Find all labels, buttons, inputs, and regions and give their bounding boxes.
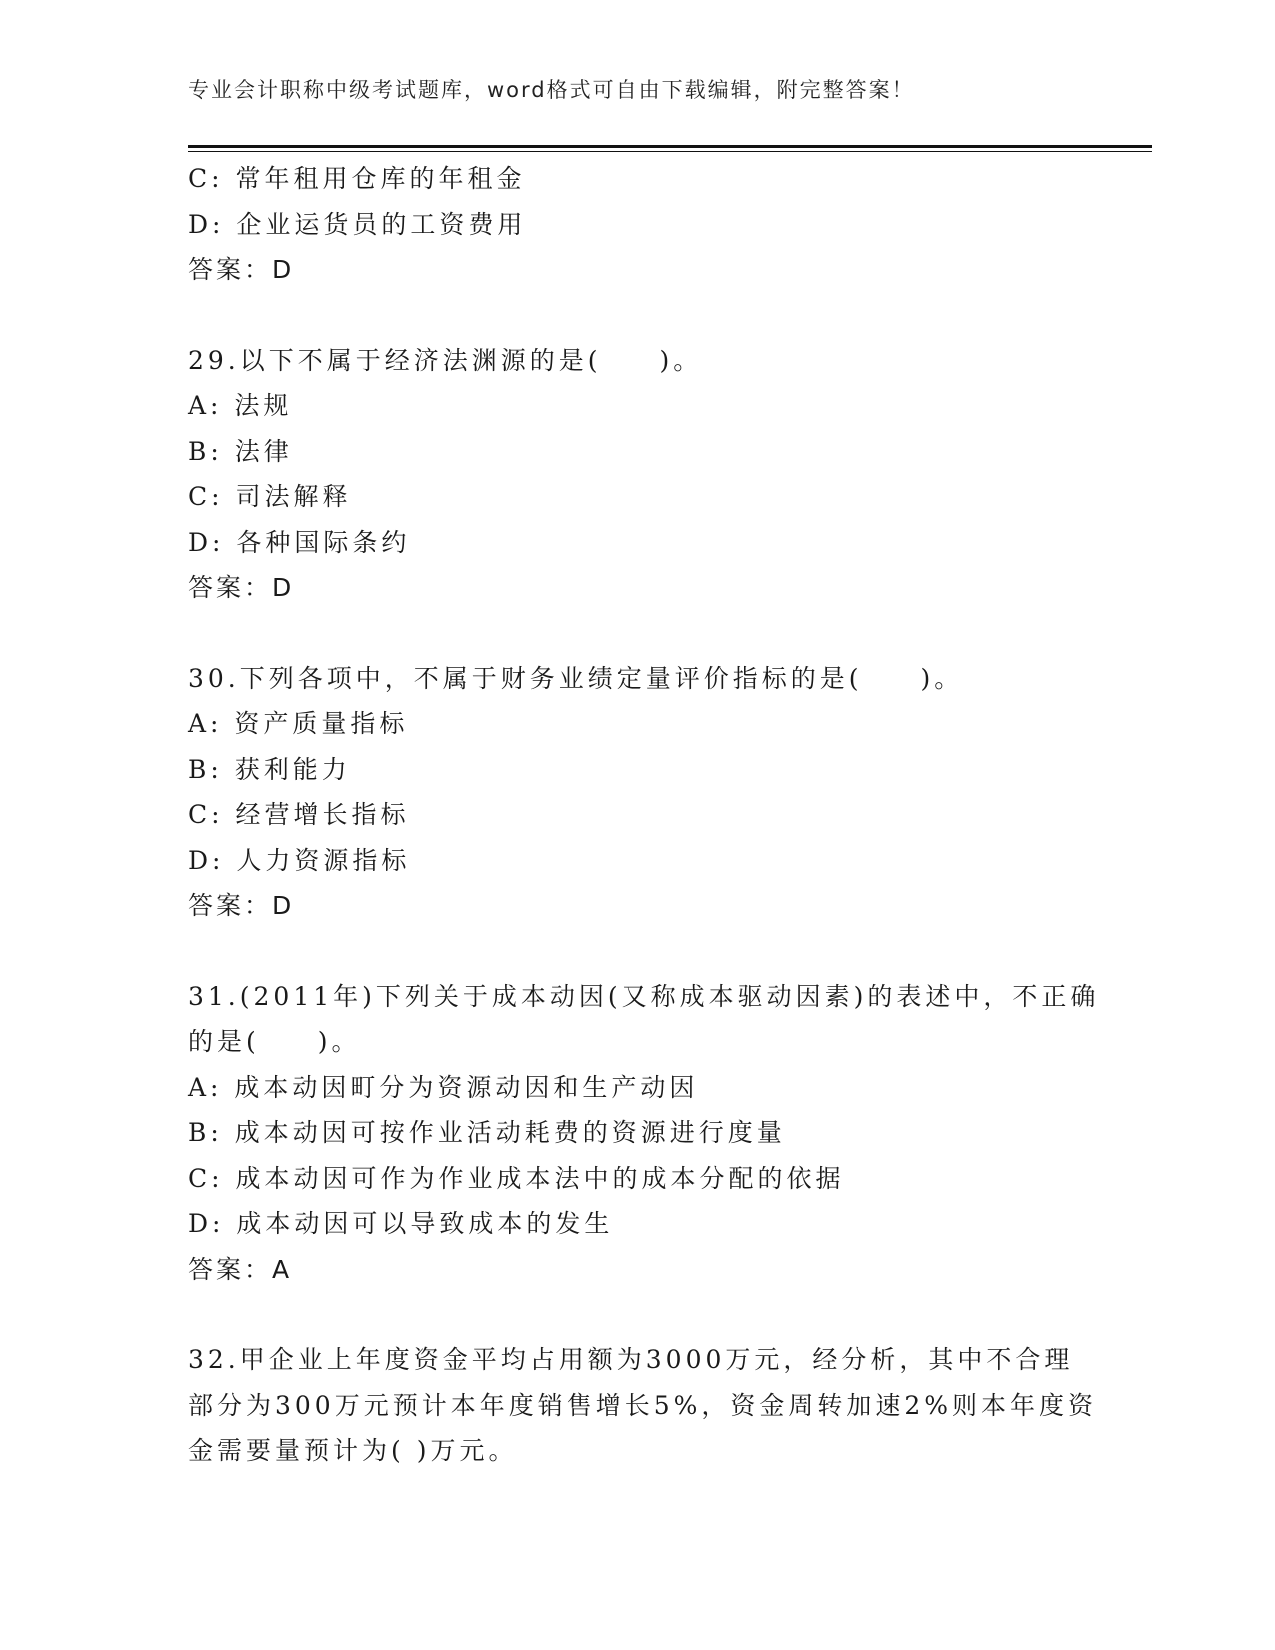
- option-c: C: 成本动因可作为作业成本法中的成本分配的依据: [188, 1163, 845, 1193]
- option-c: C: 经营增长指标: [188, 800, 410, 829]
- header-rule-thin: [188, 151, 1152, 152]
- option-a: A: 法规: [188, 391, 293, 420]
- question-text: 30.下列各项中，不属于财务业绩定量评价指标的是( )。: [188, 663, 964, 693]
- answer-line: 答案：D: [188, 573, 295, 602]
- option-b: B: 法律: [188, 436, 293, 466]
- option-c: C: 常年租用仓库的年租金: [188, 164, 526, 193]
- question-text-line-3: 金需要量预计为( )万元。: [188, 1436, 518, 1465]
- question-29: [188, 338, 1088, 611]
- option-b: B: 成本动因可按作业活动耗费的资源进行度量: [188, 1118, 786, 1147]
- page-header: 专业会计职称中级考试题库，word格式可自由下载编辑，附完整答案！: [188, 78, 915, 102]
- question-32: [188, 1337, 1098, 1474]
- answer-line: 答案：D: [188, 891, 295, 920]
- question-content: [188, 156, 1100, 1474]
- question-text: 29.以下不属于经济法渊源的是( )。: [188, 345, 703, 375]
- option-a: A: 资产质量指标: [188, 709, 409, 738]
- question-text-line-2: 部分为300万元预计本年度销售增长5%，资金周转加速2%则本年度资: [188, 1390, 1098, 1420]
- question-31: [188, 974, 1100, 1293]
- answer-line: 答案：A: [188, 1254, 293, 1284]
- header-rule-thick: [188, 145, 1152, 148]
- question-text-line-1: 32.甲企业上年度资金平均占用额为3000万元，经分析，其中不合理: [188, 1345, 1074, 1374]
- option-d: D: 各种国际条约: [188, 527, 411, 557]
- prev-question-tail: [188, 156, 1088, 293]
- option-c: C: 司法解释: [188, 482, 352, 511]
- option-d: D: 人力资源指标: [188, 845, 411, 875]
- question-text-line-1: 31.(2011年)下列关于成本动因(又称成本驱动因素)的表述中，不正确: [188, 981, 1100, 1011]
- option-d: D: 企业运货员的工资费用: [188, 209, 527, 239]
- question-30: [188, 656, 1088, 929]
- option-d: D: 成本动因可以导致成本的发生: [188, 1209, 614, 1238]
- option-b: B: 获利能力: [188, 754, 351, 784]
- option-a: A: 成本动因町分为资源动因和生产动因: [188, 1072, 699, 1102]
- answer-line: 答案：D: [188, 255, 295, 284]
- question-text-line-2: 的是( )。: [188, 1027, 361, 1056]
